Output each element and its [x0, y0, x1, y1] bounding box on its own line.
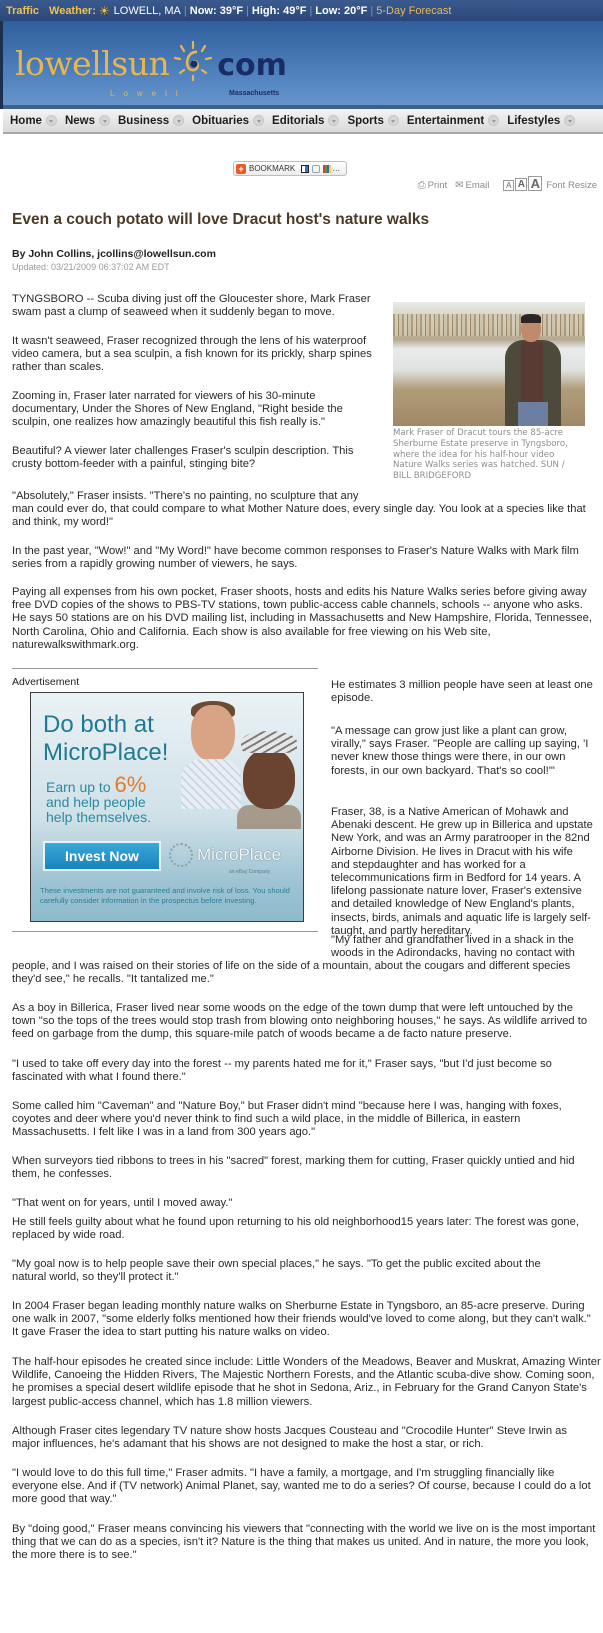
- main-nav: [3, 109, 603, 134]
- font-small-button[interactable]: A: [503, 180, 514, 191]
- article-paragraph: As a boy in Billerica, Fraser lived near some woods on the edge of the town dump that were left untouched by the town "so the tops of the trees would stop trash from blowing onto neighboring houses," he says. As wildlife arrived to feed on garbage from the dump, this square-mile patch of woods became a de facto nature preserve.: [12, 1002, 588, 1041]
- nav-editorials[interactable]: [272, 115, 339, 127]
- article-paragraph: Paying all expenses from his own pocket, Fraser shoots, hosts and edits his Nature Walks series before giving away free DVD copies of the shows to PBS-TV stations, town public-access cable channels, schools -- anyone who asks. He says 50 stations are on his DVD mailing list, including in Massachusetts and New Hampshire, Florida, Tennessee, North Carolina, Ohio and California. Each show is also available for free viewing on his Web site, naturewalkswithmark.org.: [12, 586, 592, 651]
- article-tools: [410, 176, 597, 191]
- ad-person2-headwrap: [241, 731, 297, 753]
- traffic-link[interactable]: Traffic: [6, 4, 40, 17]
- ad-earn-percent: 6%: [114, 772, 147, 797]
- ad-headline-line: Do both at: [43, 711, 154, 738]
- divider: |: [309, 4, 313, 17]
- article-paragraph: "That went on for years, until I moved away.": [12, 1197, 233, 1209]
- article-paragraph: He still feels guilty about what he found upon returning to his old neighborhood15 years later: The forest was gone, replaced by wide road.: [12, 1216, 579, 1242]
- nav-sports[interactable]: [347, 115, 398, 127]
- ad-earn-line: Earn up to: [46, 779, 111, 795]
- article-paragraph: He estimates 3 million people have seen at least one episode.: [331, 679, 593, 705]
- envelope-icon: ✉: [455, 180, 464, 191]
- bookmark-button[interactable]: [233, 161, 347, 176]
- nav-news[interactable]: [65, 115, 110, 127]
- nav-lifestyles[interactable]: [507, 115, 575, 127]
- ad-earn-text: [46, 772, 152, 825]
- ad-divider-top: [12, 668, 318, 669]
- ad-person2-face: [243, 749, 295, 809]
- article-paragraph: Zooming in, Fraser later narrated for viewers of his 30-minute documentary, Under the Shores of New England, "Right beside the sculpin, one realizes how amazingly beautiful this fish really is.": [12, 390, 343, 429]
- article-paragraph: Fraser, 38, is a Native American of Mohawk and Abenaki descent. He grew up in Billerica and upstate New York, and was an Army paratrooper in the 82nd Airborne Division. He lives in Dracut with his wife and stepdaughter and has worked for a telecommunications firm in Bedford for 14 years. A lifelong passionate nature lover, Fraser's extensive and detailed knowledge of New England's plants, insects, birds, animals and aquatic life is largely self-taught, and partly hereditary.: [331, 806, 593, 937]
- divider: |: [183, 4, 187, 17]
- digg-icon: [312, 165, 320, 173]
- article-paragraph: The half-hour episodes he created since include: Little Wonders of the Meadows, Beaver and Muskrat, Amazing Winter Wildlife, Canoeing the Hidden Rivers, The Majestic Northern Forests, and the Atlantic scuba-dive show. Coming soon, he promises a special desert wildlife episode that he shot in Sedona, Ariz., in February for the Grand Canyon State's largest public-access channel, which has 1.8 million viewers.: [12, 1356, 601, 1408]
- photo-image[interactable]: [393, 302, 585, 426]
- article-paragraph: "A message can grow just like a plant can grow, virally," says Fraser. "People are calling up saying, 'I never knew those things were there, in our own forests, in our own backyard. That's so cool!'": [331, 725, 589, 777]
- chevron-down-icon[interactable]: [564, 115, 575, 126]
- ad-divider-bottom: [12, 931, 318, 932]
- weather-location: LOWELL, MA: [113, 4, 181, 17]
- weather-label: Weather:: [49, 4, 96, 17]
- nav-label: Business: [118, 114, 170, 127]
- chevron-down-icon[interactable]: [488, 115, 499, 126]
- font-resize-label: Font Resize: [546, 180, 597, 191]
- chevron-down-icon[interactable]: [388, 115, 399, 126]
- logo-lowell-subtitle: Lowell: [110, 89, 187, 98]
- nav-label: Home: [10, 114, 42, 127]
- sun-icon: ☀: [98, 3, 110, 18]
- printer-icon: ⎙: [417, 180, 426, 191]
- masthead: [0, 21, 603, 109]
- chevron-down-icon[interactable]: [328, 115, 339, 126]
- photo-person-jeans: [518, 402, 548, 426]
- article-paragraph: When surveyors tied ribbons to trees in his "sacred" forest, marking them for cutting, Fraser quickly untied and hid them, he confesses.: [12, 1155, 575, 1181]
- ad-headline-line: MicroPlace!: [43, 739, 169, 766]
- nav-label: Obituaries: [192, 114, 250, 127]
- nav-label: Sports: [347, 114, 384, 127]
- article-paragraph: Beautiful? A viewer later challenges Fraser's sculpin description. This crusty bottom-feeder with a painful, stinging bite?: [12, 445, 354, 471]
- print-button[interactable]: [418, 180, 448, 191]
- chevron-down-icon[interactable]: [253, 115, 264, 126]
- invest-now-button[interactable]: Invest Now: [43, 841, 161, 871]
- article-headline: Even a couch potato will love Dracut host's nature walks: [12, 211, 430, 228]
- logo-lowellsun: lowellsun: [15, 44, 170, 83]
- nav-label: Entertainment: [406, 114, 485, 127]
- more-icon: …: [332, 164, 341, 173]
- bookmark-label: BOOKMARK: [249, 164, 296, 173]
- microplace-subtitle: an eBay Company: [229, 869, 271, 875]
- article-paragraph: By "doing good," Fraser means convincing his viewers that "connecting with the world we live on is the most important thing that we can do as a species, isn't it? Nature is the thing that makes us united. And in nature, the more you look, the more there is to see.": [12, 1523, 596, 1562]
- chevron-down-icon[interactable]: [173, 115, 184, 126]
- article-paragraph: "I would love to do this full time," Fraser admits. "I have a family, a mortgage, and I'm struggling financially like everyone else. And if (TV network) Animal Planet, say, wanted me to do a series? Of course, because I could do a lot more good that way.": [12, 1467, 591, 1506]
- logo-com: com: [217, 48, 287, 83]
- font-resize-control: [503, 176, 597, 191]
- article-photo: [393, 302, 585, 482]
- article-paragraph: "I used to take off every day into the forest -- my parents hated me for it," Fraser says, "but I'd just become so fascinated with what I found there.": [12, 1058, 552, 1084]
- ad-headline: [43, 711, 168, 767]
- article-paragraph: Although Fraser cites legendary TV nature show hosts Jacques Cousteau and "Crocodile Hunter" Steve Irwin as major influences, he's adamant that his shows are not designed to make the host a star, or rich.: [12, 1425, 567, 1451]
- logo-state-subtitle: Massachusetts: [229, 90, 280, 97]
- weather-now: Now: 39°F: [189, 4, 244, 17]
- ad-disclaimer: These investments are not guaranteed and involve risk of loss. You should carefully consider information in the prospectus before investing.: [40, 886, 290, 905]
- weather-low: Low: 20°F: [315, 4, 368, 17]
- five-day-forecast-link[interactable]: 5-Day Forecast: [376, 4, 452, 17]
- article-paragraph: man could ever do, that could compare to what Mother Nature does, every single day. You look at a species like that and think, my word!": [12, 503, 586, 529]
- article-paragraph: "Absolutely," Fraser insists. "There's no painting, no sculpture that any: [12, 490, 359, 502]
- updated-timestamp: Updated: 03/21/2009 06:37:02 AM EDT: [12, 262, 170, 272]
- font-medium-button[interactable]: A: [515, 178, 527, 191]
- photo-caption: Mark Fraser of Dracut tours the 85-acre Sherburne Estate preserve in Tyngsboro, where the idea for his half-hour video Nature Walks series was hatched. SUN / BILL BRIDGEFORD: [393, 428, 568, 482]
- nav-label: Editorials: [272, 114, 325, 127]
- article-paragraph: Some called him "Caveman" and "Nature Boy," but Fraser didn't mind "because here I was, hanging with foxes, coyotes and deer where you'd never think to find such a wild place, in the middle of Billerica, in eastern Massachusetts. I felt like I was in a land from 300 years ago.": [12, 1100, 562, 1139]
- article-paragraph: "My father and grandfather lived in a shack in the woods in the Adirondacks, having no contact with: [331, 934, 575, 960]
- article-paragraph: It wasn't seaweed, Fraser recognized through the lens of his waterproof video camera, but a sea sculpin, a fish known for its prickly, sharp spines rather than scales.: [12, 335, 372, 374]
- ad-person-face: [191, 705, 235, 761]
- article-paragraph: In 2004 Fraser began leading monthly nature walks on Sherburne Estate in Tyngsboro, an 85-acre preserve. During one walk in 2007, "some elderly folks mentioned how their friends would've loved to come along, but they can't walk." It gave Fraser the idea to start putting his nature walks on video.: [12, 1300, 591, 1339]
- nav-label: News: [64, 114, 95, 127]
- chevron-down-icon[interactable]: [46, 115, 57, 126]
- ad-label: Advertisement: [12, 676, 80, 688]
- microplace-ring-icon: [169, 843, 193, 867]
- google-icon: [323, 165, 331, 173]
- ad-earn-line: and help people: [46, 794, 146, 810]
- article-paragraph: "My goal now is to help people save their own special places," he says. "To get the public excited about the natural world, so they'll protect it.": [12, 1258, 541, 1284]
- ad-earn-line: help themselves.: [46, 809, 152, 825]
- ad-person-shirt: [181, 759, 241, 809]
- sun-logo-icon: [171, 39, 215, 83]
- byline: By John Collins, jcollins@lowellsun.com: [12, 248, 216, 260]
- top-info-bar: [0, 0, 603, 21]
- email-button[interactable]: [455, 180, 489, 191]
- nav-business[interactable]: [118, 115, 184, 127]
- plus-icon: +: [236, 164, 246, 174]
- delicious-icon: [301, 165, 309, 173]
- chevron-down-icon[interactable]: [99, 115, 110, 126]
- article-paragraph: TYNGSBORO -- Scuba diving just off the Gloucester shore, Mark Fraser swam past a clump of seaweed when it suddenly began to move.: [12, 293, 371, 319]
- divider: |: [370, 4, 374, 17]
- nav-entertainment[interactable]: [407, 115, 499, 127]
- font-large-button[interactable]: A: [528, 176, 542, 191]
- site-logo[interactable]: [15, 39, 287, 98]
- divider: |: [246, 4, 249, 17]
- microplace-logo: [169, 843, 281, 867]
- nav-obituaries[interactable]: [192, 115, 264, 127]
- article-paragraph: people, and I was raised on their stories of life on the side of a mountain, about the cougars and different species they'd see," he recalls. "It tantalized me.": [12, 960, 571, 986]
- microplace-ad[interactable]: [30, 692, 304, 922]
- email-label: Email: [465, 180, 490, 191]
- print-label: Print: [427, 180, 448, 191]
- microplace-brand: MicroPlace: [197, 845, 282, 864]
- nav-label: Lifestyles: [507, 114, 561, 127]
- weather-high: High: 49°F: [251, 4, 307, 17]
- photo-person-shirt: [521, 342, 543, 402]
- article-paragraph: In the past year, "Wow!" and "My Word!" have become common responses to Fraser's Nature Walks with Mark film series from a rapidly growing number of viewers, he says.: [12, 545, 579, 571]
- nav-home[interactable]: [10, 115, 57, 127]
- photo-trees: [393, 314, 585, 336]
- photo-person-hair: [521, 314, 541, 323]
